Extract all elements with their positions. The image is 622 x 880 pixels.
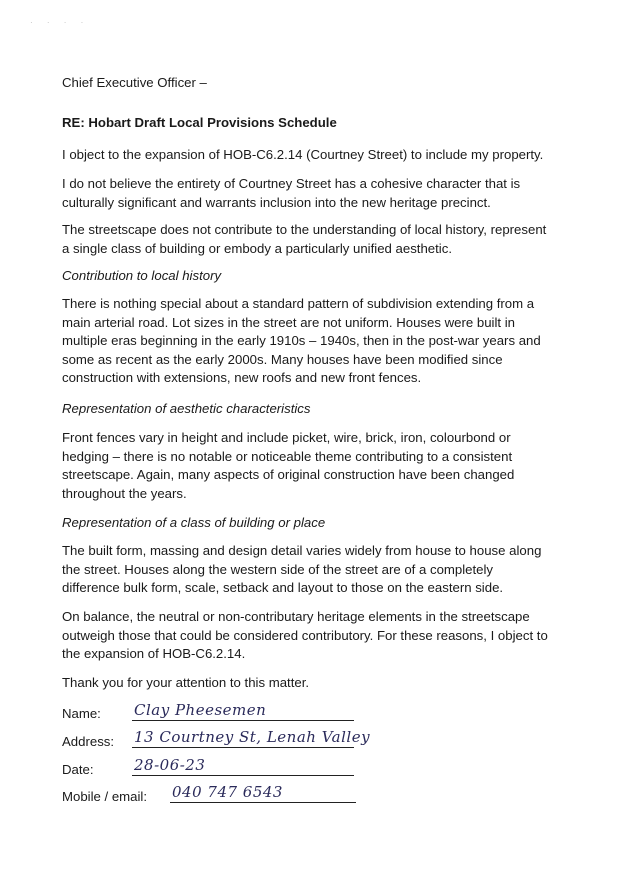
paragraph-5: Front fences vary in height and include picket, wire, brick, iron, colourbond or hedging – there is no notable or noticeable theme contributing to a consistent streetscape. Again, many aspects of original construction have been changed throughout the years.	[62, 430, 515, 501]
name-label: Name:	[62, 706, 101, 721]
paragraph-4: There is nothing special about a standard pattern of subdivision extending from a main arterial road. Lot sizes in the street are not uniform. Houses were built in multiple eras beginning in the early 1910s – 1940s, then in the post-war years and some as recent as the early 2000s. Many houses have been modified since construction with extensions, new roofs and new front fences.	[62, 296, 541, 386]
contact-handwritten: 040 747 6543	[172, 783, 283, 801]
subject-line: RE: Hobart Draft Local Provisions Schedule	[62, 115, 337, 130]
paragraph-3: The streetscape does not contribute to the understanding of local history, represent a single class of building or embody a particularly unified aesthetic.	[62, 222, 547, 256]
contact-field	[170, 780, 356, 803]
date-field	[132, 753, 354, 776]
address-label: Address:	[62, 734, 115, 749]
heading-aesthetic: Representation of aesthetic characteristics	[62, 401, 311, 416]
heading-local-history: Contribution to local history	[62, 268, 222, 283]
address-handwritten: 13 Courtney St, Lenah Valley	[134, 728, 371, 746]
paragraph-8: Thank you for your attention to this matter.	[62, 675, 310, 690]
date-label: Date:	[62, 762, 94, 777]
paragraph-2: I do not believe the entirety of Courtney Street has a cohesive character that is culturally significant and warrants inclusion into the new heritage precinct.	[62, 176, 521, 210]
paragraph-7: On balance, the neutral or non-contributary heritage elements in the streetscape outweigh those that could be considered contributory. For these reasons, I object to the expansion of HOB-C6.2.14.	[62, 609, 548, 662]
date-handwritten: 28-06-23	[134, 756, 206, 774]
address-field	[132, 725, 371, 748]
contact-label: Mobile / email:	[62, 789, 148, 804]
name-handwritten: Clay Pheesemen	[134, 701, 267, 719]
scan-specks: · · · ·	[30, 18, 90, 27]
name-field	[132, 698, 354, 721]
paragraph-6: The built form, massing and design detail varies widely from house to house along the street. Houses along the western side of the street are of a completely difference bulk form, scale, setback and layout to those on the eastern side.	[62, 543, 542, 596]
salutation: Chief Executive Officer –	[62, 75, 207, 90]
heading-class-of-building: Representation of a class of building or place	[62, 515, 326, 530]
paragraph-1: I object to the expansion of HOB-C6.2.14 (Courtney Street) to include my property.	[62, 147, 544, 162]
